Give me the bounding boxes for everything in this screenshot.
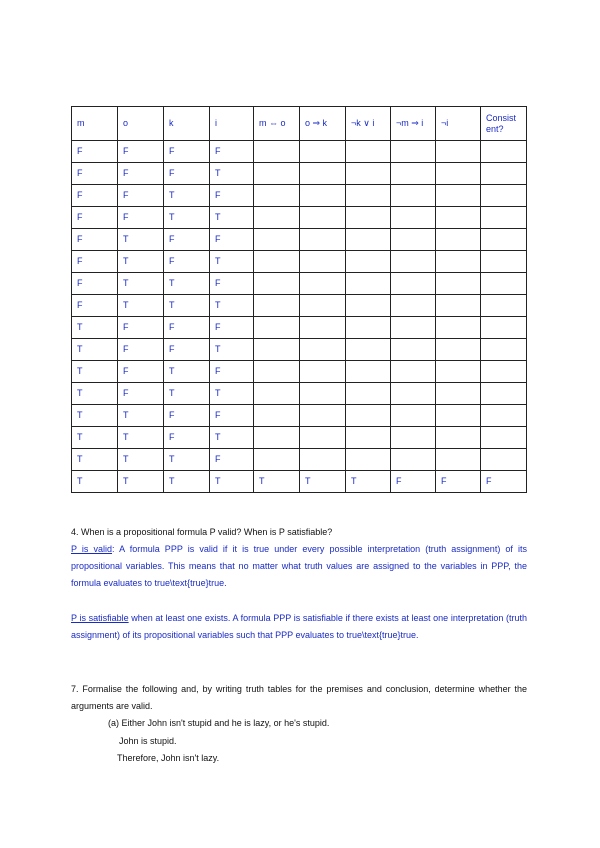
table-cell: F (72, 273, 118, 295)
table-cell (481, 163, 527, 185)
table-cell: F (118, 185, 164, 207)
table-row (72, 163, 527, 185)
table-cell: T (346, 471, 391, 493)
table-cell (391, 273, 436, 295)
table-cell: F (164, 317, 210, 339)
table-cell (300, 383, 346, 405)
table-cell: T (210, 471, 254, 493)
truth-table (71, 106, 527, 493)
question-4: 4. When is a propositional formula P valid? When is P satisfiable? (71, 527, 333, 537)
table-cell: F (164, 251, 210, 273)
header-cell: Consist ent? (481, 107, 527, 141)
header-cell: m (72, 107, 118, 141)
table-cell (436, 361, 481, 383)
table-cell (254, 361, 300, 383)
table-cell: F (72, 163, 118, 185)
table-cell: F (210, 449, 254, 471)
table-cell (481, 141, 527, 163)
table-cell (346, 383, 391, 405)
table-cell (346, 295, 391, 317)
table-cell: F (210, 317, 254, 339)
table-cell: T (164, 273, 210, 295)
table-row (72, 339, 527, 361)
table-row (72, 449, 527, 471)
table-cell: T (210, 163, 254, 185)
table-cell: T (210, 207, 254, 229)
table-cell (391, 405, 436, 427)
table-cell: F (164, 141, 210, 163)
table-cell (436, 383, 481, 405)
table-cell (391, 449, 436, 471)
table-cell (436, 163, 481, 185)
table-cell: T (254, 471, 300, 493)
table-cell (481, 427, 527, 449)
table-cell (254, 405, 300, 427)
table-cell: F (118, 141, 164, 163)
table-cell (346, 207, 391, 229)
table-cell (346, 251, 391, 273)
table-row (72, 229, 527, 251)
table-cell: T (164, 449, 210, 471)
table-cell (391, 317, 436, 339)
table-cell: F (164, 229, 210, 251)
valid-definition: : A formula PPP is valid if it is true under every possible interpretation (truth assignment) of its propositional variables. This means that no matter what truth values are assigned to the variables in PPP, the formula evaluates to true\text{true}true. (71, 544, 527, 588)
table-cell (300, 405, 346, 427)
table-cell (436, 185, 481, 207)
question-7: 7. Formalise the following and, by writing truth tables for the premises and conclusion, determine whether the arguments are valid. (71, 684, 527, 711)
table-cell: F (72, 185, 118, 207)
answer-valid (71, 541, 527, 592)
table-cell (391, 163, 436, 185)
table-row (72, 295, 527, 317)
table-cell (481, 251, 527, 273)
table-cell (300, 207, 346, 229)
table-cell: F (210, 273, 254, 295)
table-cell: F (118, 317, 164, 339)
table-cell: T (210, 251, 254, 273)
table-cell (254, 229, 300, 251)
argument-premise-1: (a) Either John isn't stupid and he is lazy, or he's stupid. (108, 718, 330, 728)
table-cell (300, 229, 346, 251)
table-cell: T (164, 471, 210, 493)
table-cell (391, 207, 436, 229)
table-cell: T (118, 251, 164, 273)
table-cell (300, 185, 346, 207)
table-cell: F (118, 339, 164, 361)
satisfiable-definition: when at least one exists. A formula PPP is satisfiable if there exists at least one interpretation (truth assignment) of its propositional variables such that PPP evaluates to true\text{true}true. (71, 613, 527, 640)
table-cell: T (72, 317, 118, 339)
table-cell (346, 449, 391, 471)
table-cell (254, 427, 300, 449)
table-cell (300, 141, 346, 163)
table-cell (254, 251, 300, 273)
table-cell: F (72, 295, 118, 317)
argument-premise-2: John is stupid. (119, 736, 177, 746)
header-cell: ¬k ∨ i (346, 107, 391, 141)
table-cell: T (118, 229, 164, 251)
table-cell: T (72, 449, 118, 471)
table-cell: T (72, 361, 118, 383)
table-cell (481, 207, 527, 229)
table-cell (436, 317, 481, 339)
table-cell (254, 273, 300, 295)
table-cell (300, 273, 346, 295)
table-cell (436, 449, 481, 471)
table-cell (346, 339, 391, 361)
header-cell: o (118, 107, 164, 141)
table-cell (481, 295, 527, 317)
table-cell: F (72, 141, 118, 163)
table-cell: T (72, 471, 118, 493)
header-cell: m ⇔ o (254, 107, 300, 141)
table-cell (481, 317, 527, 339)
table-cell (436, 295, 481, 317)
table-cell (391, 185, 436, 207)
table-cell (254, 317, 300, 339)
table-cell: T (210, 339, 254, 361)
table-cell: F (391, 471, 436, 493)
table-cell: T (72, 383, 118, 405)
table-cell (391, 229, 436, 251)
table-cell (254, 163, 300, 185)
table-header-row (72, 107, 527, 141)
table-cell: F (436, 471, 481, 493)
satisfiable-term: P is satisfiable (71, 613, 129, 623)
table-cell: T (118, 449, 164, 471)
table-row (72, 207, 527, 229)
table-cell (436, 251, 481, 273)
table-cell: F (118, 207, 164, 229)
table-cell (391, 427, 436, 449)
table-cell (481, 383, 527, 405)
table-cell: T (118, 273, 164, 295)
header-cell: ¬i (436, 107, 481, 141)
table-row (72, 273, 527, 295)
table-cell (300, 295, 346, 317)
header-cell: o ⇒ k (300, 107, 346, 141)
table-cell (346, 185, 391, 207)
table-cell: F (118, 361, 164, 383)
table-cell (391, 383, 436, 405)
table-cell: F (164, 339, 210, 361)
table-cell: T (72, 405, 118, 427)
table-cell: F (72, 207, 118, 229)
table-cell (436, 273, 481, 295)
table-cell (300, 449, 346, 471)
table-cell: T (164, 361, 210, 383)
table-cell: F (164, 163, 210, 185)
table-cell: T (210, 295, 254, 317)
table-cell (346, 361, 391, 383)
table-cell (391, 339, 436, 361)
table-cell (254, 449, 300, 471)
table-cell (391, 361, 436, 383)
table-cell: T (118, 405, 164, 427)
table-cell: T (164, 185, 210, 207)
table-cell (436, 141, 481, 163)
table-cell (254, 185, 300, 207)
table-cell: F (118, 383, 164, 405)
table-cell (436, 427, 481, 449)
table-row (72, 317, 527, 339)
table-cell (346, 405, 391, 427)
table-cell: F (210, 405, 254, 427)
table-cell (300, 339, 346, 361)
table-row (72, 405, 527, 427)
table-cell: F (210, 141, 254, 163)
table-cell (481, 229, 527, 251)
table-row (72, 383, 527, 405)
table-cell: T (72, 339, 118, 361)
table-row (72, 361, 527, 383)
table-cell: T (164, 383, 210, 405)
table-cell (254, 339, 300, 361)
table-cell (436, 405, 481, 427)
table-cell (346, 141, 391, 163)
table-cell (254, 141, 300, 163)
table-cell: F (210, 361, 254, 383)
table-cell (391, 295, 436, 317)
table-cell (346, 317, 391, 339)
table-cell: F (118, 163, 164, 185)
table-cell (254, 295, 300, 317)
table-cell: F (72, 251, 118, 273)
table-cell: F (210, 229, 254, 251)
table-cell (300, 317, 346, 339)
table-cell (391, 141, 436, 163)
table-cell: F (164, 405, 210, 427)
table-cell (436, 229, 481, 251)
table-row (72, 471, 527, 493)
table-cell: T (164, 207, 210, 229)
header-cell: k (164, 107, 210, 141)
table-cell (254, 383, 300, 405)
table-cell (481, 449, 527, 471)
table-cell: T (118, 295, 164, 317)
table-cell (481, 339, 527, 361)
table-cell: T (300, 471, 346, 493)
table-cell (346, 273, 391, 295)
table-cell (346, 427, 391, 449)
table-cell (481, 273, 527, 295)
table-row (72, 251, 527, 273)
table-cell (436, 207, 481, 229)
table-cell (300, 427, 346, 449)
table-cell (254, 207, 300, 229)
table-row (72, 141, 527, 163)
valid-term: P is valid (71, 544, 113, 554)
table-row (72, 185, 527, 207)
table-cell: T (118, 471, 164, 493)
table-cell (391, 251, 436, 273)
header-cell: i (210, 107, 254, 141)
table-cell (481, 361, 527, 383)
table-cell (300, 251, 346, 273)
table-cell (481, 185, 527, 207)
table-cell (346, 229, 391, 251)
table-cell: T (210, 427, 254, 449)
table-cell: F (481, 471, 527, 493)
table-cell (300, 361, 346, 383)
table-cell: T (210, 383, 254, 405)
table-cell: T (164, 295, 210, 317)
table-cell: F (164, 427, 210, 449)
answer-satisfiable (71, 610, 527, 644)
table-cell: T (72, 427, 118, 449)
table-cell: F (210, 185, 254, 207)
table-cell: F (72, 229, 118, 251)
table-cell (346, 163, 391, 185)
table-cell (481, 405, 527, 427)
argument-conclusion: Therefore, John isn't lazy. (117, 753, 220, 763)
table-cell (436, 339, 481, 361)
table-row (72, 427, 527, 449)
header-cell: ¬m ⇒ i (391, 107, 436, 141)
table-cell (300, 163, 346, 185)
table-cell: T (118, 427, 164, 449)
